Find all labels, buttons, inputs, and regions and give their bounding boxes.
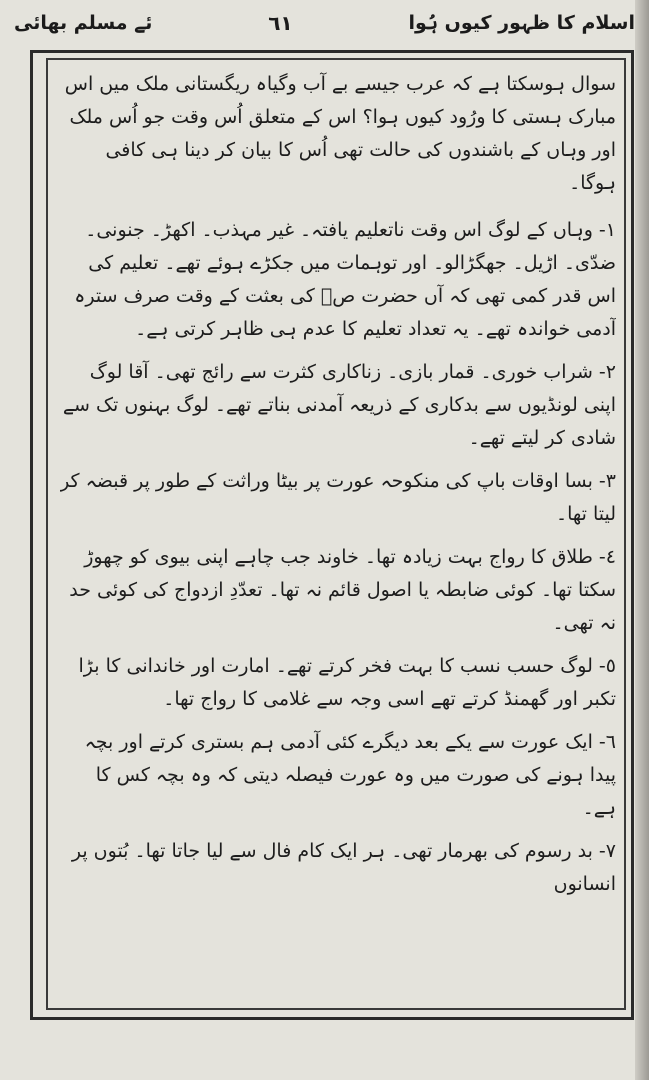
- point-5: ٥- لوگ حسب نسب کا بہت فخر کرتے تھے۔ امارت اور خاندانی کا بڑا تکبر اور گھمنڈ کرتے تھے اسی وجہ سے غلامی کا رواج تھا۔: [78, 655, 616, 710]
- intro-paragraph: سوال ہوسکتا ہے کہ عرب جیسے بے آب وگیاہ ریگستانی ملک میں اس مبارک ہستی کا ورُود کیوں ہوا؟ اس کے متعلق اُس وقت جو اُس ملک اور وہاں کے باشندوں کی حالت تھی اُس کا بیان کر دینا ہی کافی ہوگا۔: [64, 73, 616, 194]
- point-6: ٦- ایک عورت سے یکے بعد دیگرے کئی آدمی ہم بستری کرتے اور بچہ پیدا ہونے کی صورت میں وہ عورت فیصلہ دیتی کہ وہ بچہ کس کا ہے۔: [84, 731, 616, 819]
- running-head-right: اسلام کا ظہور کیوں ہُوا: [408, 12, 635, 34]
- page-header: [14, 6, 635, 40]
- page-body: [60, 68, 616, 1004]
- point-2: ٢- شراب خوری۔ قمار بازی۔ زناکاری کثرت سے رائج تھی۔ آقا لوگ اپنی لونڈیوں سے بدکاری کے ذریعہ آمدنی بناتے تھے۔ لوگ بہنوں تک سے شادی کر لیتے تھے۔: [62, 361, 616, 449]
- point-7: ٧- بد رسوم کی بھرمار تھی۔ ہر ایک کام فال سے لیا جاتا تھا۔ بُتوں پر انسانوں: [71, 840, 616, 895]
- page-edge-shadow: [635, 0, 649, 1080]
- point-3: ٣- بسا اوقات باپ کی منکوحہ عورت پر بیٹا وراثت کے طور پر قبضہ کر لیتا تھا۔: [60, 470, 616, 525]
- running-head-left: ئے مسلم بھائی: [14, 12, 153, 34]
- point-1: ١- وہاں کے لوگ اس وقت ناتعلیم یافتہ۔ غیر مہذب۔ اکھڑ۔ جنونی۔ ضدّی۔ اڑیل۔ جھگڑالو۔ اور توہمات میں جکڑے ہوئے تھے۔ تعلیم کی اس قدر کمی تھی کہ آں حضرت صؐ کی بعثت کے وقت صرف سترہ آدمی خواندہ تھے۔ یہ تعداد تعلیم کا عدم ہی ظاہر کرتی ہے۔: [74, 219, 616, 340]
- page-number: ٦١: [268, 11, 293, 35]
- point-4: ٤- طلاق کا رواج بہت زیادہ تھا۔ خاوند جب چاہے اپنی بیوی کو چھوڑ سکتا تھا۔ کوئی ضابطہ یا اصول قائم نہ تھا۔ تعدّدِ ازدواج کی کوئی حد نہ تھی۔: [69, 546, 616, 634]
